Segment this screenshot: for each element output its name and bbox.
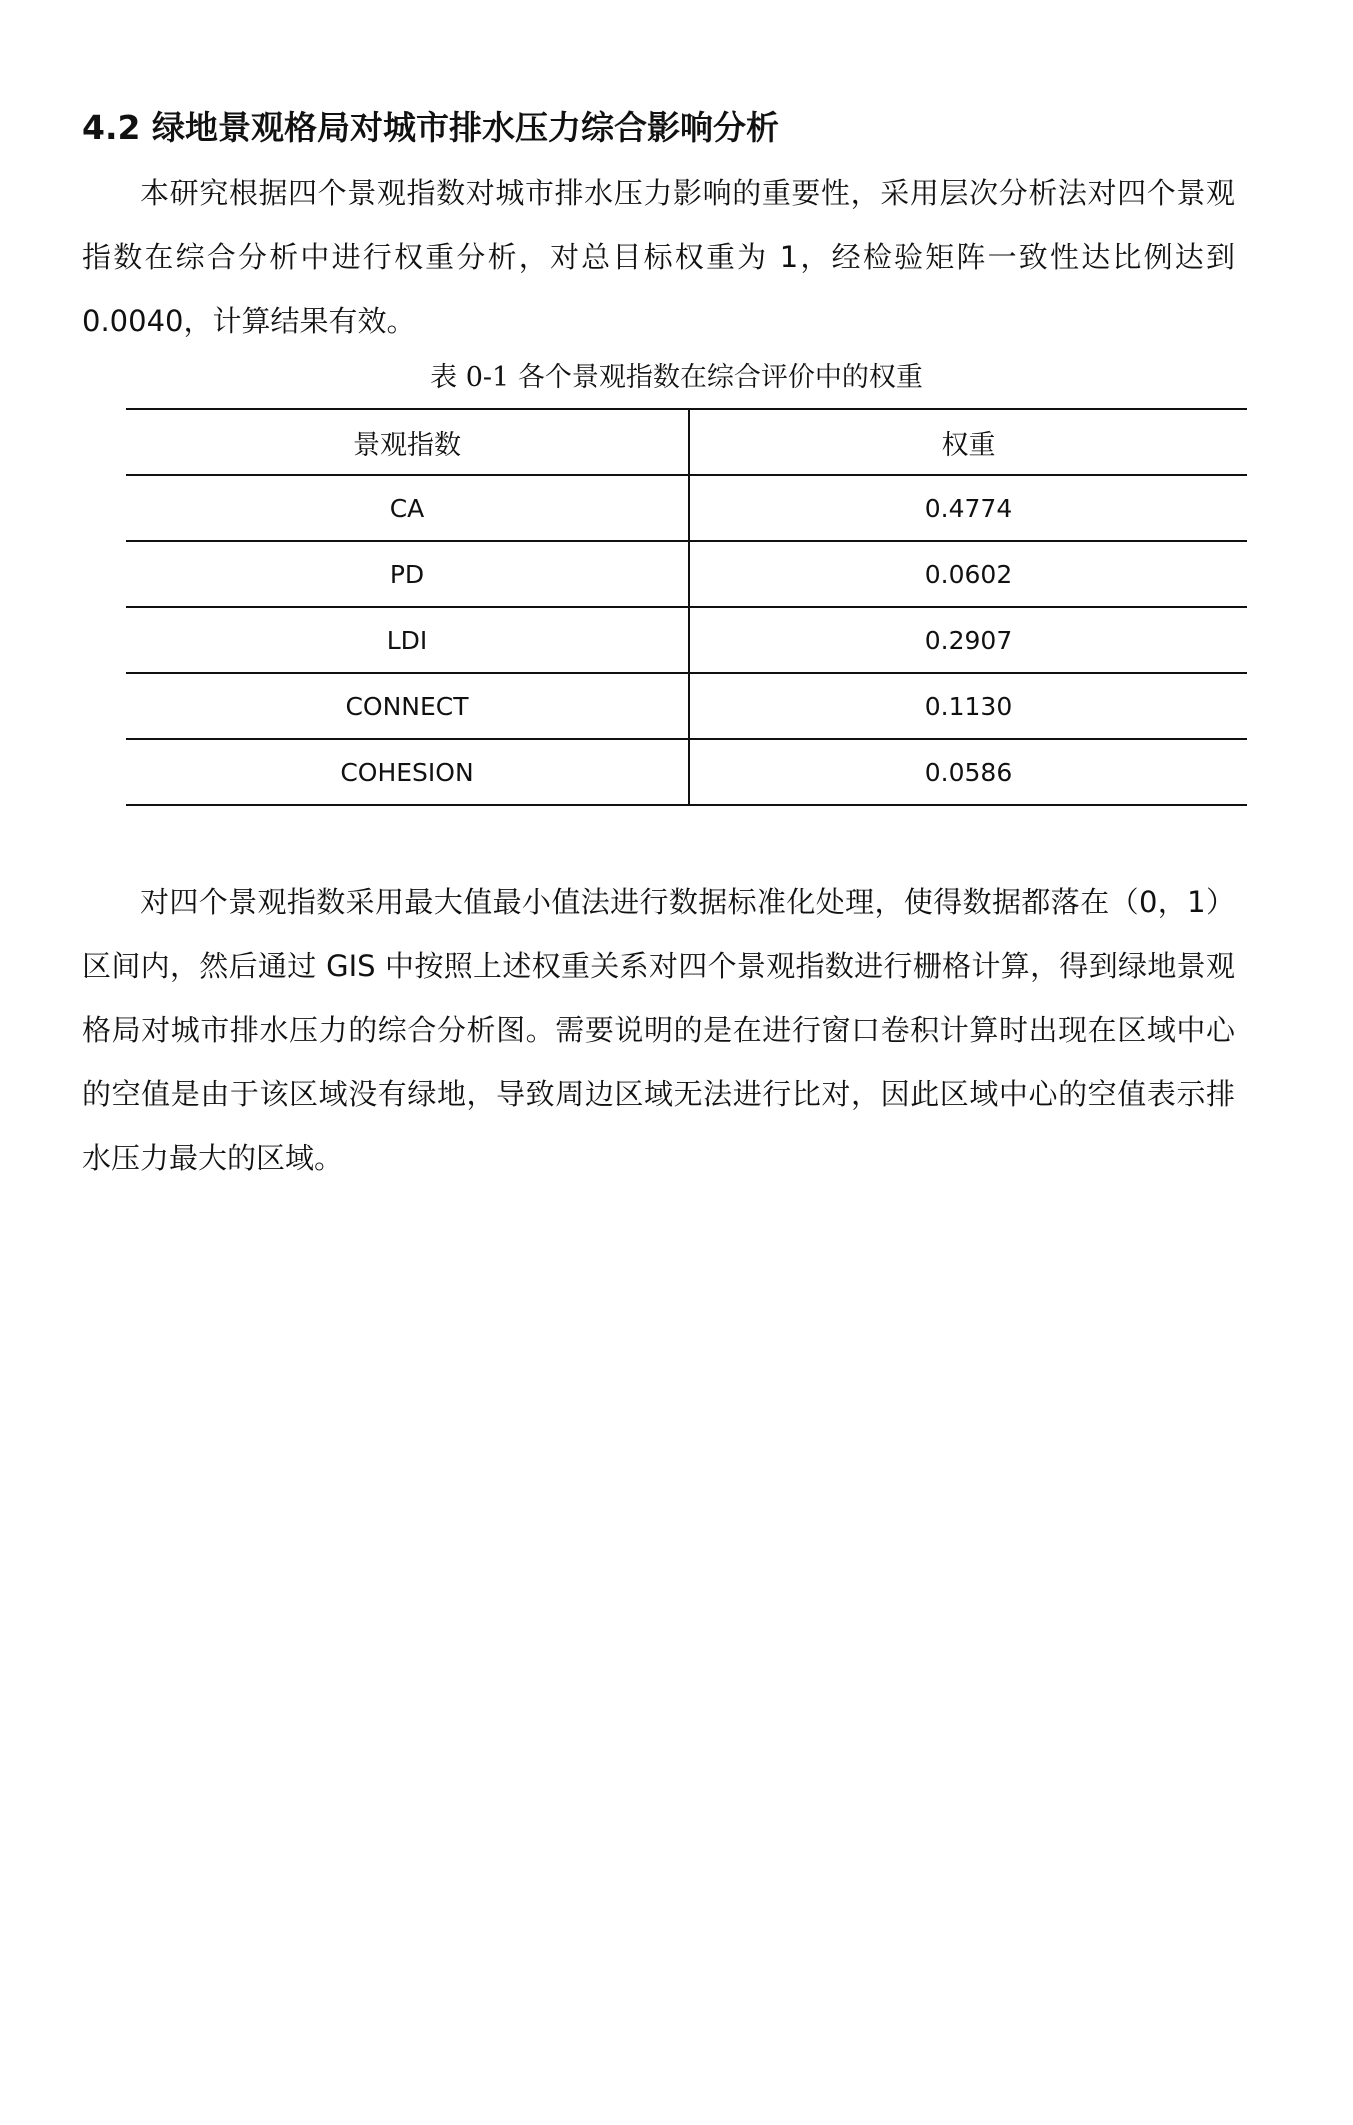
header-landscape-index: 景观指数 <box>126 409 689 475</box>
table-header-row <box>126 409 1247 475</box>
weights-table <box>126 408 1247 806</box>
table-row <box>126 673 1247 739</box>
table-row <box>126 607 1247 673</box>
cell-index: CA <box>126 475 689 541</box>
header-weight: 权重 <box>941 429 996 461</box>
cell-weight: 0.0602 <box>924 559 1013 589</box>
section-heading: 4.2 绿地景观格局对城市排水压力综合影响分析 <box>82 108 779 147</box>
cell-weight: 0.2907 <box>924 625 1013 655</box>
cell-index: COHESION <box>126 739 689 805</box>
cell-weight: 0.1130 <box>924 691 1013 721</box>
paragraph-intro: 本研究根据四个景观指数对城市排水压力影响的重要性，采用层次分析法对四个景观指数在综合分析中进行权重分析，对总目标权重为 1，经检验矩阵一致性达比例达到 0.0040，计算结果有效。 <box>82 176 1235 338</box>
cell-weight: 0.4774 <box>924 493 1013 523</box>
cell-index: PD <box>126 541 689 607</box>
table-row <box>126 541 1247 607</box>
paragraph-method: 对四个景观指数采用最大值最小值法进行数据标准化处理，使得数据都落在（0，1）区间内，然后通过 GIS 中按照上述权重关系对四个景观指数进行栅格计算，得到绿地景观格局对城市排水压力的综合分析图。需要说明的是在进行窗口卷积计算时出现在区域中心的空值是由于该区域没有绿地，导致周边区域无法进行比对，因此区域中心的空值表示排水压力最大的区域。 <box>82 885 1235 1175</box>
cell-index: CONNECT <box>126 673 689 739</box>
cell-weight: 0.0586 <box>924 757 1013 787</box>
table-caption: 表 0-1 各个景观指数在综合评价中的权重 <box>430 362 923 393</box>
cell-index: LDI <box>126 607 689 673</box>
table-row <box>126 475 1247 541</box>
weights-table-container <box>126 408 1247 806</box>
table-row <box>126 739 1247 805</box>
